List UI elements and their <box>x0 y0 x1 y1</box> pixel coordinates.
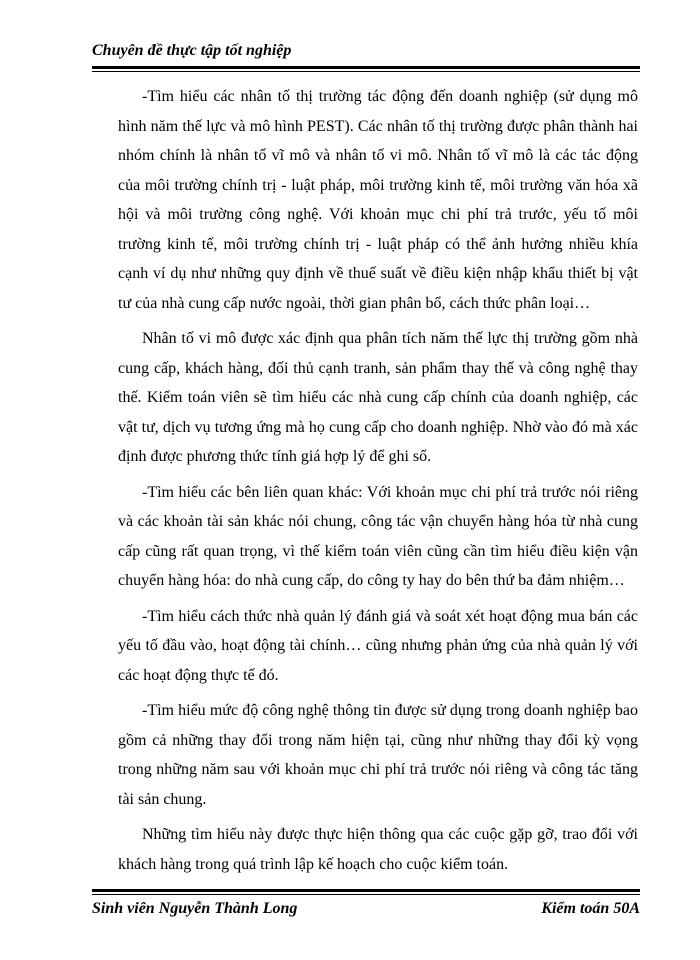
footer-author: Sinh viên Nguyễn Thành Long <box>92 900 298 917</box>
document-body <box>118 82 638 872</box>
footer-class: Kiểm toán 50A <box>541 900 640 917</box>
paragraph-conclusion: Những tìm hiểu này được thực hiện thông qua các cuộc gặp gỡ, trao đổi với khách hàng trong quá trình lập kế hoạch cho cuộc kiểm toán. <box>118 826 638 873</box>
paragraph-management-review: -Tìm hiểu cách thức nhà quản lý đánh giá và soát xét hoạt động mua bán các yếu tố đầu vào, hoạt động tài chính… cũng nhưng phản ứng của nhà quản lý với các hoạt động thực tế đó. <box>118 607 638 684</box>
paragraph-information-technology: -Tìm hiểu mức độ công nghệ thông tin được sử dụng trong doanh nghiệp bao gồm cả những thay đổi trong năm hiện tại, cũng như những thay đổi kỳ vọng trong những năm sau với khoản mục chi phí trả trước nói riêng và công tác tăng tài sản chung. <box>118 702 638 808</box>
paragraph-micro-factors: Nhân tố vi mô được xác định qua phân tích năm thế lực thị trường gồm nhà cung cấp, khách hàng, đối thủ cạnh tranh, sản phẩm thay thế và công nghệ thay thế. Kiểm toán viên sẽ tìm hiểu các nhà cung cấp chính của doanh nghiệp, các vật tư, dịch vụ tương ứng mà họ cung cấp cho doanh nghiệp. Nhờ vào đó mà xác định được phương thức tính giá hợp lý để ghi sổ. <box>118 330 638 465</box>
header-divider <box>92 66 640 72</box>
page-footer <box>92 898 640 920</box>
header-title: Chuyên đề thực tập tốt nghiệp <box>92 42 292 59</box>
paragraph-market-factors: -Tìm hiểu các nhân tố thị trường tác động đến doanh nghiệp (sử dụng mô hình năm thế lực và mô hình PEST). Các nhân tố thị trường được phân thành hai nhóm chính là nhân tố vĩ mô và nhân tố vi mô. Nhân tố vĩ mô là các tác động của môi trường chính trị - luật pháp, môi trường kinh tế, môi trường văn hóa xã hội và môi trường công nghệ. Với khoản mục chi phí trả trước, yếu tố môi trường kinh tế, môi trường chính trị - luật pháp có thể ảnh hưởng nhiều khía cạnh ví dụ như những quy định về thuế suất về điều kiện nhập khẩu thiết bị vật tư của nhà cung cấp nước ngoài, thời gian phân bổ, cách thức phân loại… <box>118 88 638 312</box>
page-header <box>92 40 640 62</box>
footer-divider <box>92 889 640 895</box>
paragraph-related-parties: -Tìm hiểu các bên liên quan khác: Với khoản mục chi phí trả trước nói riêng và các khoản tài sản khác nói chung, công tác vận chuyển hàng hóa từ nhà cung cấp cũng rất quan trọng, vì thế kiểm toán viên cũng cần tìm hiểu điều kiện vận chuyển hàng hóa: do nhà cung cấp, do công ty hay do bên thứ ba đảm nhiệm… <box>118 483 638 589</box>
